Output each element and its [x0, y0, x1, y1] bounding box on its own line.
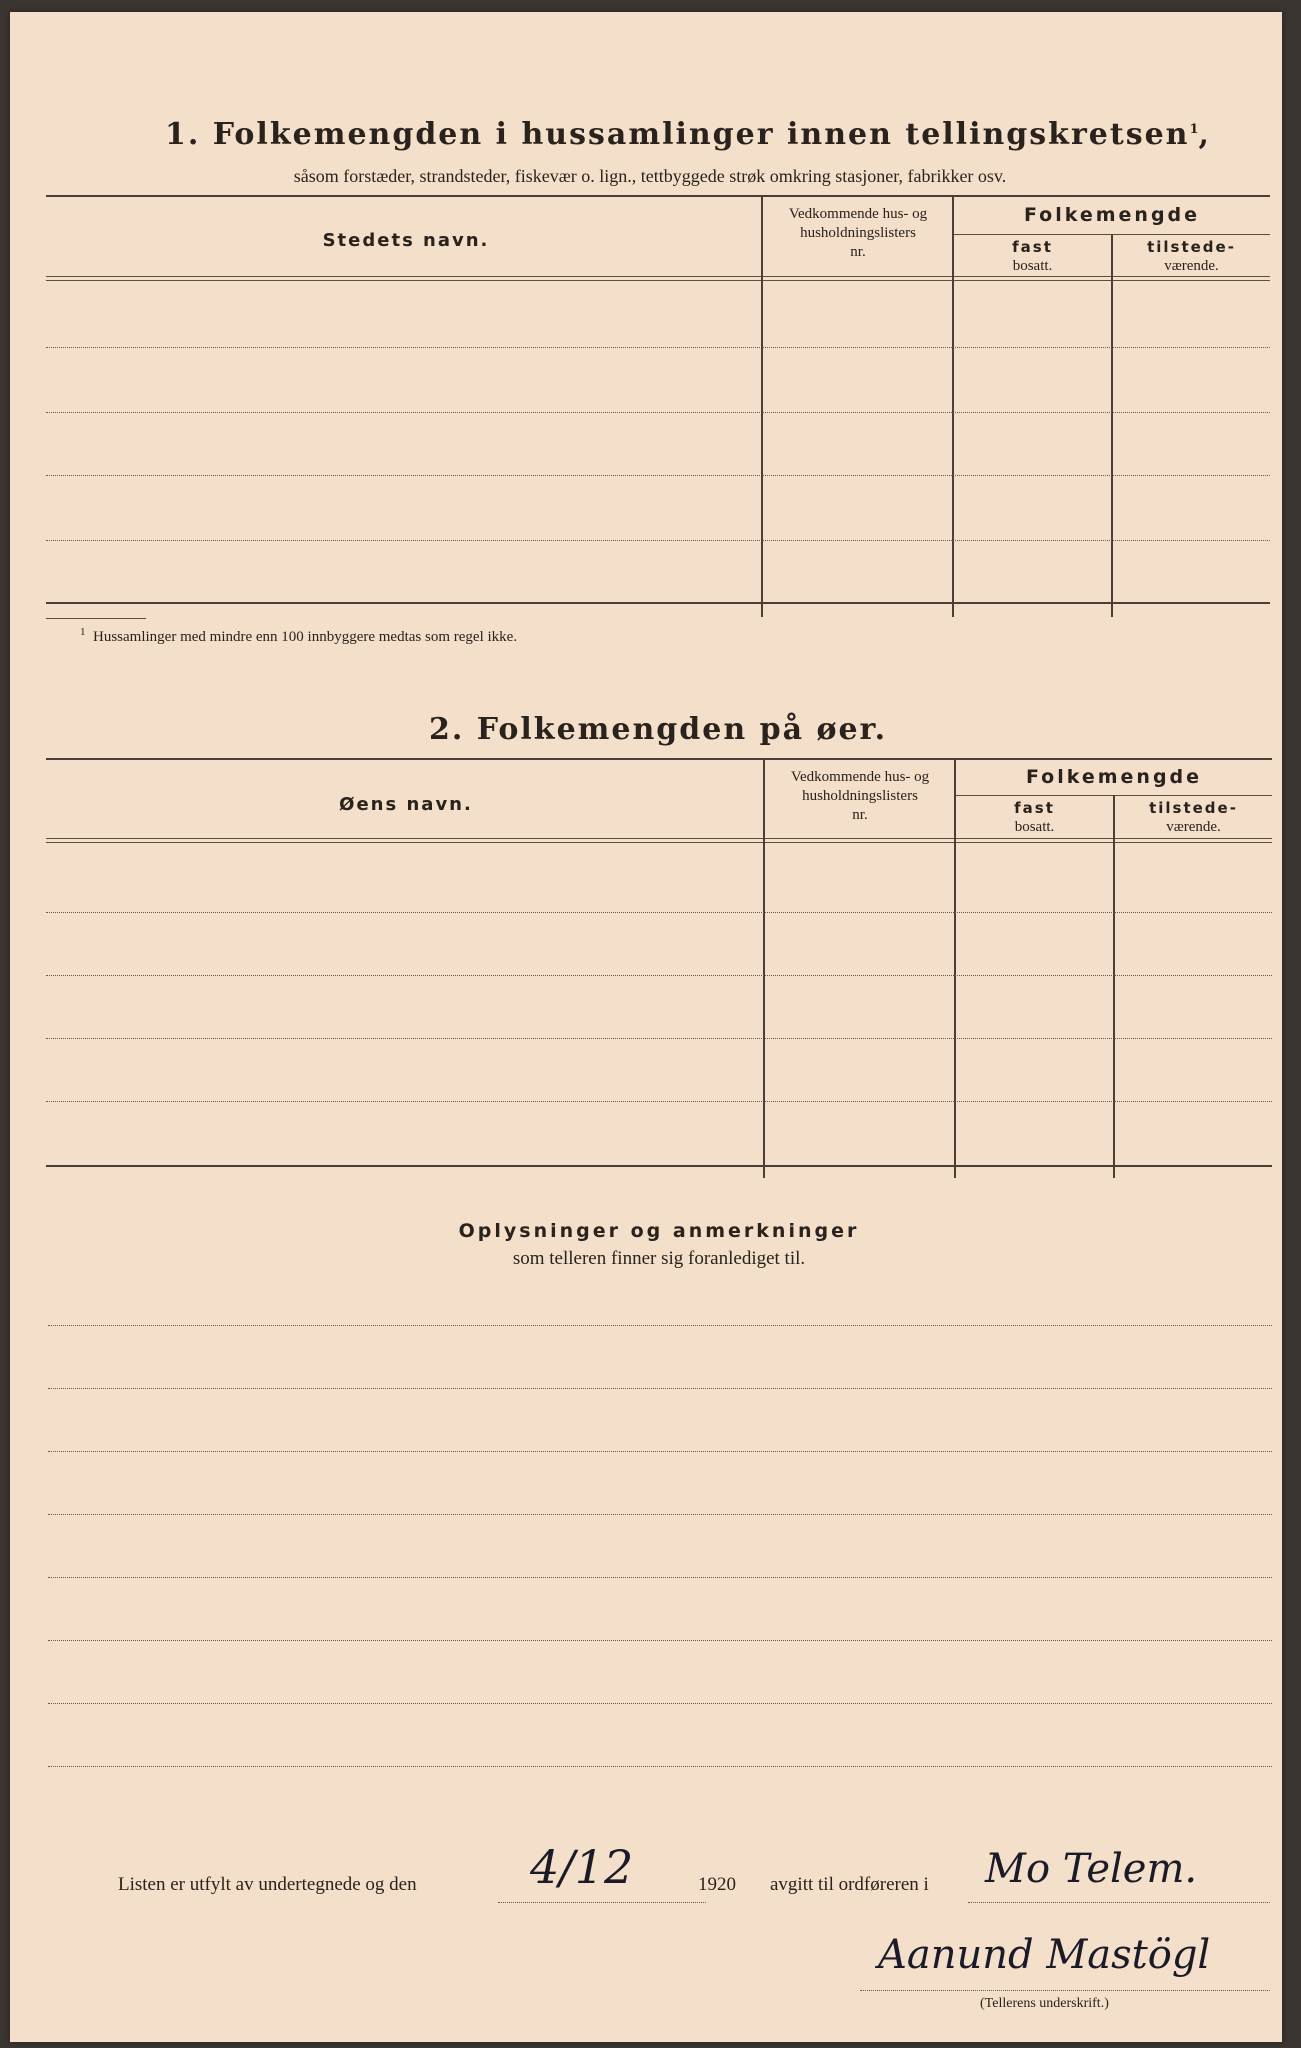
section1-col-name: Stedets navn.	[322, 230, 490, 251]
section2-title: 2. Folkemengden på øer.	[428, 712, 888, 747]
section2-col-fast: fast bosatt.	[1014, 799, 1055, 835]
section1-bottom-rule	[46, 602, 1270, 604]
section1-col-lists: Vedkommende hus- og husholdningslisters nr.	[788, 206, 928, 260]
signature-caption: (Tellerens underskrift.)	[980, 1996, 1109, 2011]
section2-col-tilst: tilstede- værende.	[1149, 799, 1238, 835]
signature-text-mid: avgitt til ordføreren i	[770, 1874, 929, 1895]
section2-col-lists: Vedkommende hus- og husholdningslisters nr.	[790, 769, 930, 823]
section1-col-fast: fast bosatt.	[1012, 238, 1053, 274]
place-handwritten: Mo Telem.	[985, 1846, 1198, 1892]
date-handwritten: 4/12	[530, 1840, 634, 1894]
teller-signature: Aanund Mastögl	[878, 1932, 1211, 1978]
section1-col-tilst: tilstede- værende.	[1147, 238, 1236, 274]
remarks-title: Oplysninger og anmerkninger	[458, 1220, 860, 1242]
signature-year: 1920	[698, 1874, 736, 1895]
section2-bottom-rule	[46, 1165, 1272, 1167]
section2-col-folk: Folkemengde	[1025, 766, 1203, 788]
section2-header-rule	[46, 842, 1272, 843]
section1-header-rule	[46, 280, 1270, 281]
section1-footnote: $^1$ Hussamlinger med mindre enn 100 innbyggere medtas som regel ikke.	[80, 626, 518, 645]
signature-text-before: Listen er utfylt av undertegnede og den	[118, 1874, 417, 1895]
section2-col-name: Øens navn.	[339, 794, 473, 815]
section2-top-rule	[46, 758, 1272, 760]
section1-title: 1. Folkemengden i hussamlinger innen tellingskretsen$^1$,	[165, 117, 1211, 152]
remarks-subtitle: som telleren finner sig foranlediget til.	[512, 1248, 806, 1269]
section1-col-folk: Folkemengde	[1023, 204, 1201, 226]
census-form-page	[10, 12, 1282, 2042]
section1-subtitle: såsom forstæder, strandsteder, fiskevær o. lign., tettbyggede strøk omkring stasjoner, fabrikker osv.	[293, 166, 1007, 186]
section1-top-rule	[46, 195, 1270, 197]
